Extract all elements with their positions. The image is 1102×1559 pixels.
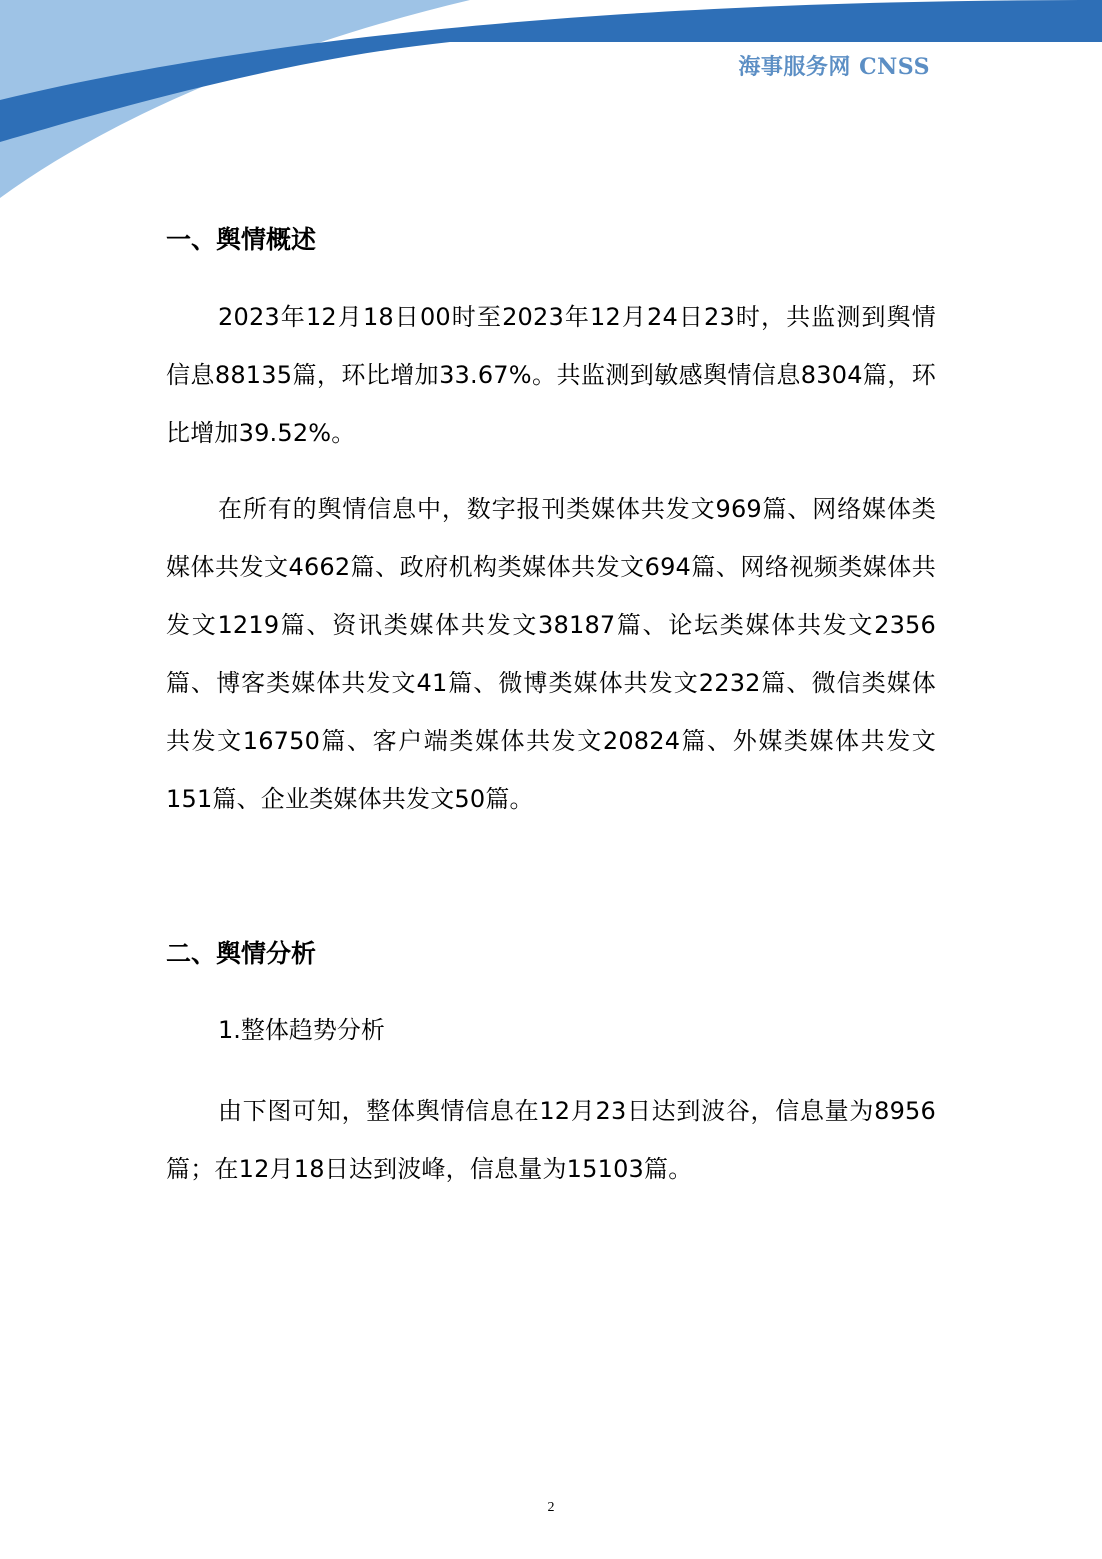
overview-paragraph-1: 2023年12月18日00时至2023年12月24日23时，共监测到舆情信息88135篇，环比增加33.67%。共监测到敏感舆情信息8304篇，环比增加39.52%。 (166, 303, 936, 447)
document-body (166, 218, 936, 1198)
brand-title: 海事服务网 CNSS (738, 54, 930, 80)
header-wave-decoration (0, 0, 1102, 210)
section-heading-overview: 一、舆情概述 (166, 225, 317, 254)
analysis-paragraph: 由下图可知，整体舆情信息在12月23日达到波谷，信息量为8956篇；在12月18日达到波峰，信息量为15103篇。 (166, 1097, 936, 1183)
subheading-trend-analysis: 1.整体趋势分析 (218, 1016, 385, 1044)
section-heading-analysis: 二、舆情分析 (166, 939, 317, 968)
overview-paragraph-2: 在所有的舆情信息中，数字报刊类媒体共发文969篇、网络媒体类媒体共发文4662篇、政府机构类媒体共发文694篇、网络视频类媒体共发文1219篇、资讯类媒体共发文38187篇、论坛类媒体共发文2356篇、博客类媒体共发文41篇、微博类媒体共发文2232篇、微信类媒体共发文16750篇、客户端类媒体共发文20824篇、外媒类媒体共发文151篇、企业类媒体共发文50篇。 (166, 495, 936, 813)
page-number: 2 (547, 1500, 555, 1515)
